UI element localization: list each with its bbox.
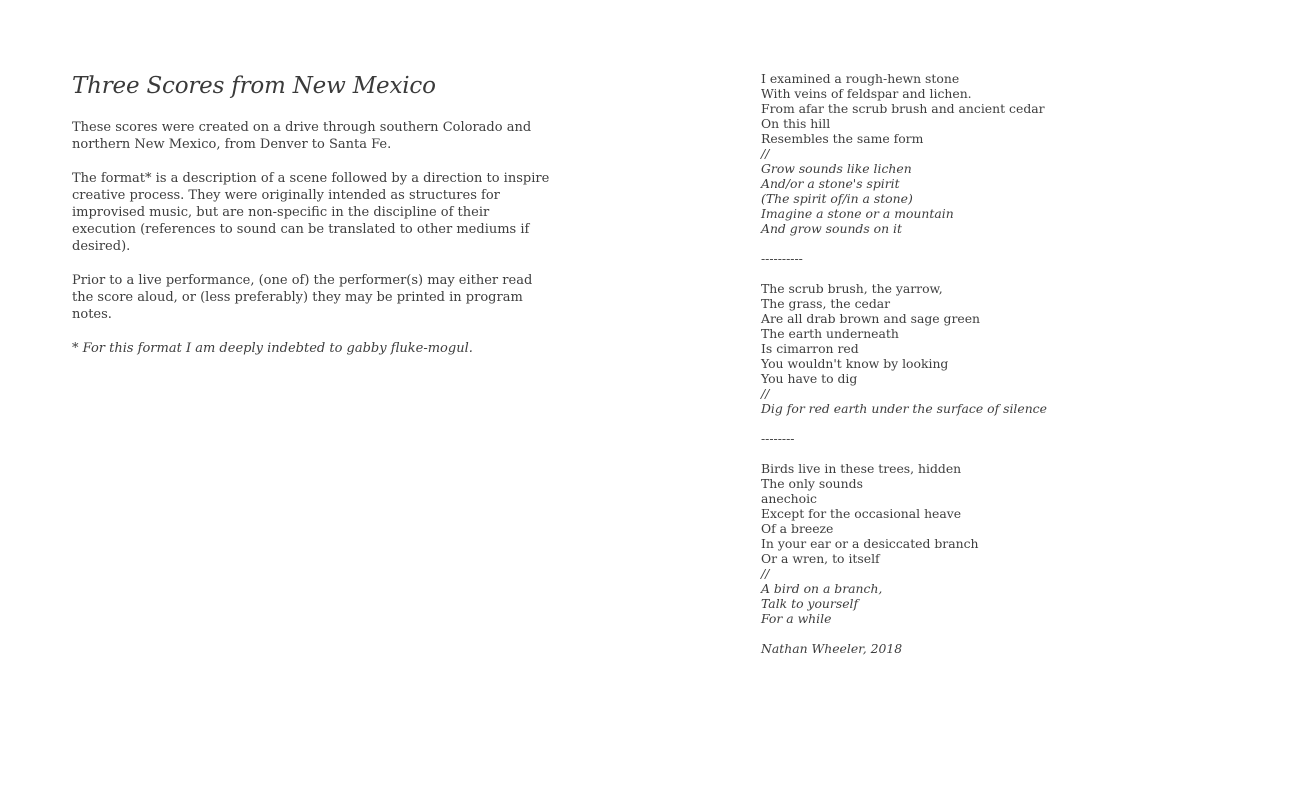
score-3-direction: A bird on a branch,	[761, 581, 883, 596]
score-1-line: On this hill	[761, 116, 831, 131]
score-2-direction: Dig for red earth under the surface of silence	[761, 401, 1047, 416]
score-2-line: Are all drab brown and sage green	[761, 311, 981, 326]
scores-column	[761, 71, 1061, 656]
score-1-direction: (The spirit of/in a stone)	[761, 191, 913, 206]
score-1	[761, 71, 1061, 236]
score-3-line: The only sounds	[761, 476, 863, 491]
intro-paragraph-1: These scores were created on a drive through southern Colorado and northern New Mexico, from Denver to Santa Fe.	[72, 120, 532, 152]
score-3-line: Or a wren, to itself	[761, 551, 880, 566]
score-2-line: The scrub brush, the yarrow,	[761, 281, 943, 296]
score-3-direction: Talk to yourself	[761, 596, 859, 611]
intro-paragraph-3: Prior to a live performance, (one of) the performer(s) may either read the score aloud, or (less preferably) they may be printed in program notes.	[72, 273, 533, 322]
score-3-line: In your ear or a desiccated branch	[761, 536, 979, 551]
score-1-marker: //	[761, 146, 770, 161]
score-2-marker: //	[761, 386, 770, 401]
score-3-line: Except for the occasional heave	[761, 506, 962, 521]
score-3-marker: //	[761, 566, 770, 581]
separator-2: --------	[761, 431, 795, 446]
score-1-direction: And/or a stone's spirit	[761, 176, 900, 191]
score-1-direction: Imagine a stone or a mountain	[761, 206, 954, 221]
intro-paragraph-2: The format* is a description of a scene followed by a direction to inspire creative process. They were originally intended as structures for improvised music, but are non-specific in the discipline of their execution (references to sound can be translated to other mediums if desired).	[72, 171, 550, 254]
separator-1: ----------	[761, 251, 803, 266]
score-1-line: With veins of feldspar and lichen.	[761, 86, 972, 101]
intro-column	[72, 70, 552, 374]
footnote: * For this format I am deeply indebted to gabby fluke-mogul.	[72, 341, 473, 356]
signature: Nathan Wheeler, 2018	[761, 641, 903, 656]
score-1-line: I examined a rough-hewn stone	[761, 71, 960, 86]
score-1-line: Resembles the same form	[761, 131, 924, 146]
score-2-line: The earth underneath	[761, 326, 899, 341]
score-1-direction: And grow sounds on it	[761, 221, 902, 236]
score-3	[761, 461, 1061, 626]
score-2-line: You have to dig	[761, 371, 858, 386]
score-1-line: From afar the scrub brush and ancient cedar	[761, 101, 1045, 116]
score-2-line: The grass, the cedar	[761, 296, 891, 311]
score-2	[761, 281, 1061, 416]
score-2-line: You wouldn't know by looking	[761, 356, 949, 371]
score-2-line: Is cimarron red	[761, 341, 859, 356]
page-title: Three Scores from New Mexico	[72, 73, 436, 99]
score-3-line: anechoic	[761, 491, 817, 506]
score-3-line: Of a breeze	[761, 521, 834, 536]
score-3-line: Birds live in these trees, hidden	[761, 461, 962, 476]
score-1-direction: Grow sounds like lichen	[761, 161, 912, 176]
score-3-direction: For a while	[761, 611, 832, 626]
